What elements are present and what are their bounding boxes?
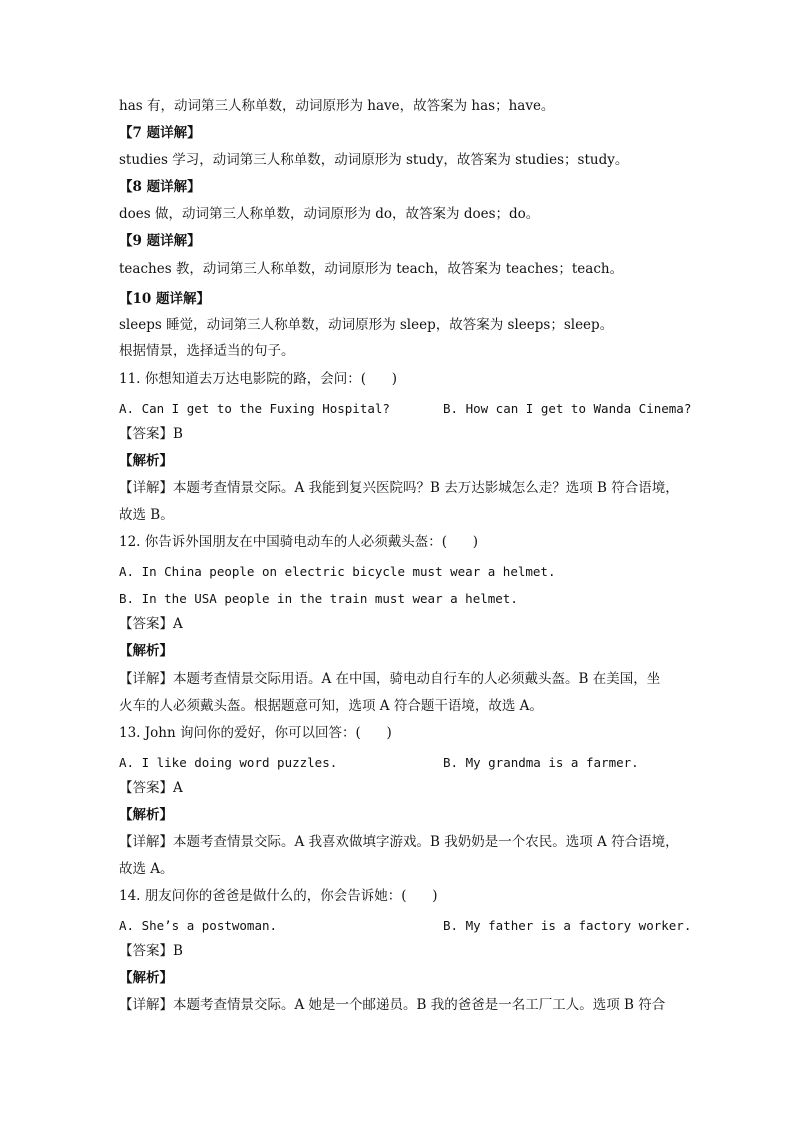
- explanation-line: has 有，动词第三人称单数，动词原形为 have，故答案为 has；have。: [119, 98, 555, 114]
- analysis-heading: 【解析】: [119, 807, 173, 823]
- explanation-line: sleeps 睡觉，动词第三人称单数，动词原形为 sleep，故答案为 sleeps；sleep。: [119, 317, 614, 333]
- option-a: A. In China people on electric bicycle must wear a helmet.: [119, 564, 556, 579]
- option-b: B. My grandma is a farmer.: [443, 755, 639, 770]
- question-stem: 11. 你想知道去万达电影院的路，会问：( ): [119, 371, 398, 387]
- explanation-line: studies 学习，动词第三人称单数，动词原形为 study，故答案为 studies；study。: [119, 152, 629, 168]
- detail-line: 【详解】本题考查情景交际。A 我能到复兴医院吗？B 去万达影城怎么走？选项 B 符合语境，: [119, 480, 679, 496]
- detail-line: 【详解】本题考查情景交际用语。A 在中国，骑电动自行车的人必须戴头盔。B 在美国，坐: [119, 671, 661, 687]
- detail-line: 故选 A。: [119, 861, 174, 877]
- explanation-line: does 做，动词第三人称单数，动词原形为 do，故答案为 does；do。: [119, 206, 540, 222]
- section-intro: 根据情景，选择适当的句子。: [119, 343, 295, 359]
- section-heading: 【8 题详解】: [119, 179, 201, 195]
- detail-line: 故选 B。: [119, 507, 174, 523]
- analysis-heading: 【解析】: [119, 643, 173, 659]
- detail-line: 火车的人必须戴头盔。根据题意可知，选项 A 符合题干语境，故选 A。: [119, 698, 543, 714]
- option-b: B. My father is a factory worker.: [443, 918, 692, 933]
- section-heading: 【7 题详解】: [119, 125, 201, 141]
- answer: 【答案】B: [119, 426, 183, 442]
- explanation-line: teaches 教，动词第三人称单数，动词原形为 teach，故答案为 teaches；teach。: [119, 261, 624, 277]
- answer: 【答案】A: [119, 780, 183, 796]
- option-a: A. I like doing word puzzles.: [119, 755, 338, 770]
- option-b: B. In the USA people in the train must wear a helmet.: [119, 591, 518, 606]
- section-heading: 【9 题详解】: [119, 233, 201, 249]
- option-b: B. How can I get to Wanda Cinema?: [443, 401, 692, 416]
- question-stem: 14. 朋友问你的爸爸是做什么的，你会告诉她：( ): [119, 888, 438, 904]
- option-a: A. She’s a postwoman.: [119, 918, 278, 933]
- option-a: A. Can I get to the Fuxing Hospital?: [119, 401, 390, 416]
- answer: 【答案】A: [119, 616, 183, 632]
- detail-line: 【详解】本题考查情景交际。A 她是一个邮递员。B 我的爸爸是一名工厂工人。选项 B 符合: [119, 997, 666, 1013]
- analysis-heading: 【解析】: [119, 453, 173, 469]
- section-heading: 【10 题详解】: [119, 291, 210, 307]
- analysis-heading: 【解析】: [119, 970, 173, 986]
- question-stem: 12. 你告诉外国朋友在中国骑电动车的人必须戴头盔：( ): [119, 534, 479, 550]
- detail-line: 【详解】本题考查情景交际。A 我喜欢做填字游戏。B 我奶奶是一个农民。选项 A 符合语境，: [119, 834, 679, 850]
- question-stem: 13. John 询问你的爱好，你可以回答：( ): [119, 725, 392, 741]
- answer: 【答案】B: [119, 943, 183, 959]
